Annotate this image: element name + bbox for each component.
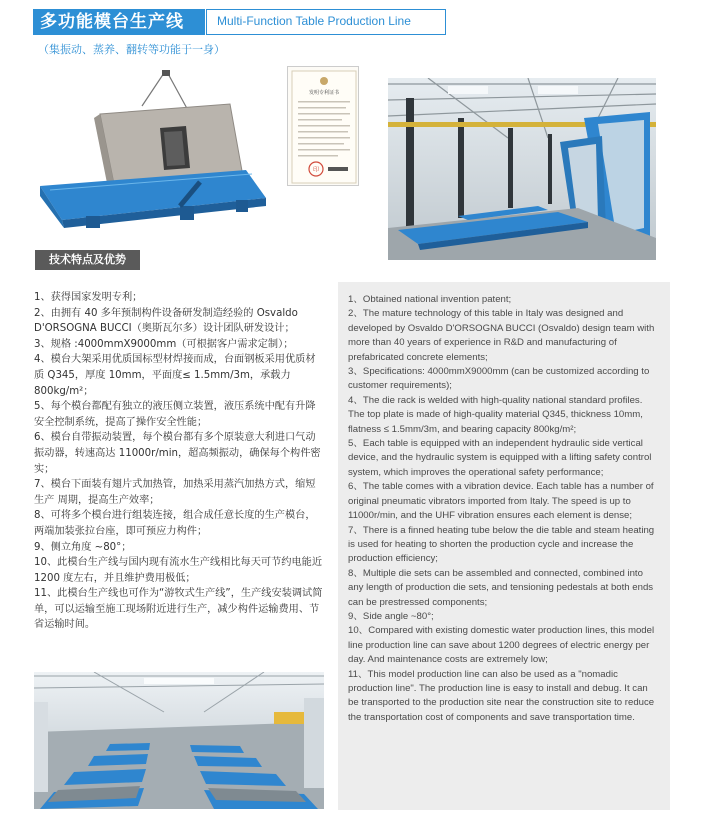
feature-cn-item: 6、模台自带振动装置，每个模台都有多个原装意大利进口气动振动器，转速高达 11000r/min，超高频振动，确保每个构件密实； [34, 432, 321, 475]
feature-en-item: 1、Obtained national invention patent; [348, 294, 512, 305]
feature-cn-item: 5、每个模台都配有独立的液压侧立装置，液压系统中配有升降安全控制系统，提高了操作安全性能； [34, 401, 316, 428]
feature-en-item: 10、Compared with existing domestic water production lines, this model line production line can save about 1200 degrees of electric energy per day. And maintenance costs are extremely low; [348, 625, 655, 666]
features-list-cn [34, 290, 324, 633]
feature-cn-item: 8、可将多个模台进行组装连接，组合成任意长度的生产模台，两端加装张拉台座，即可预应力构件； [34, 510, 316, 537]
feature-en-item: 4、The die rack is welded with high-quality national standard profiles. The top plate is made of high-quality material Q345, thickness 10mm, flatness ≤ 1.5mm/3m, and bearing capacity 800kg/m²; [348, 394, 643, 435]
page-title-cn: 多功能模台生产线 [33, 9, 205, 35]
patent-header-text: 发明专利证书 [308, 90, 340, 96]
feature-cn-item: 7、模台下面装有翅片式加热管，加热采用蒸汽加热方式，缩短生产 周期，提高生产效率； [34, 479, 316, 506]
feature-cn-item: 10、此模台生产线与国内现有流水生产线相比每天可节约电能近 1200 度左右，并且维护费用极低； [34, 557, 323, 584]
feature-en-item: 6、The table comes with a vibration device. Each table has a number of original pneumatic vibrators imported from Italy. The speed is up to 11000r/min, and the UHF vibration ensures each element is dense; [348, 481, 654, 522]
feature-cn-item: 9、侧立角度 ~80°； [34, 541, 132, 553]
feature-cn-item: 3、规格 :4000mmX9000mm（可根据客户需求定制）； [34, 338, 294, 350]
feature-cn-item: 4、模台大架采用优质国标型材焊接而成，台面钢板采用优质材质 Q345，厚度 10mm，平面度≤ 1.5mm/3m，承载力 800kg/m²； [34, 354, 316, 397]
production-line-photo [34, 672, 324, 809]
page-subtitle: （集振动、蒸养、翻转等功能于一身） [38, 43, 225, 56]
patent-stamp-text: 印 [312, 166, 320, 174]
factory-photo [388, 78, 656, 260]
patent-certificate-image [287, 66, 359, 186]
machine-photo [30, 70, 270, 230]
feature-en-item: 9、Side angle ~80°; [348, 610, 434, 622]
feature-cn-item: 1、获得国家发明专利； [34, 292, 143, 303]
feature-en-item: 11、This model production line can also be used as a "nomadic production line". The production line is easy to install and debug. It can be transported to the production site near the construction site to reduce the transportation cost of components and save transportation time. [348, 668, 655, 723]
section-label: 技术特点及优势 [35, 250, 140, 270]
feature-en-item: 8、Multiple die sets can be assembled and connected, combined into any length of production die sets, and tensioning pedestals at both ends can be prestressed components; [348, 567, 654, 608]
features-panel-en [338, 282, 670, 810]
feature-en-item: 7、There is a finned heating tube below the die table and steam heating is used for heating to shorten the production cycle and increase the production efficiency; [348, 524, 655, 565]
feature-cn-item: 11、此模台生产线也可作为“游牧式生产线”，生产线安装调试简单，可以运输至施工现场附近进行生产，减少构件运输费用、节省运输时间。 [34, 588, 323, 631]
feature-en-item: 5、Each table is equipped with an independent hydraulic side vertical device, and the hydraulic system is equipped with a lifting safety control system, which improves the operational safety performance; [348, 438, 652, 478]
feature-en-item: 2、The mature technology of this table in Italy was designed and developed by Osvaldo D'ORSOGNA BUCCI (Osvaldo) design team with more than 40 years of experience in R&D and manufacturing of prefabricated concrete elements; [348, 308, 655, 363]
feature-en-item: 3、Specifications: 4000mmX9000mm (can be customized according to customer requirements); [348, 366, 650, 392]
page-title-en: Multi-Function Table Production Line [206, 9, 446, 35]
feature-cn-item: 2、由拥有 40 多年预制构件设备研发制造经验的 Osvaldo D'ORSOGNA BUCCI（奥斯瓦尔多）设计团队研发设计； [34, 307, 298, 335]
